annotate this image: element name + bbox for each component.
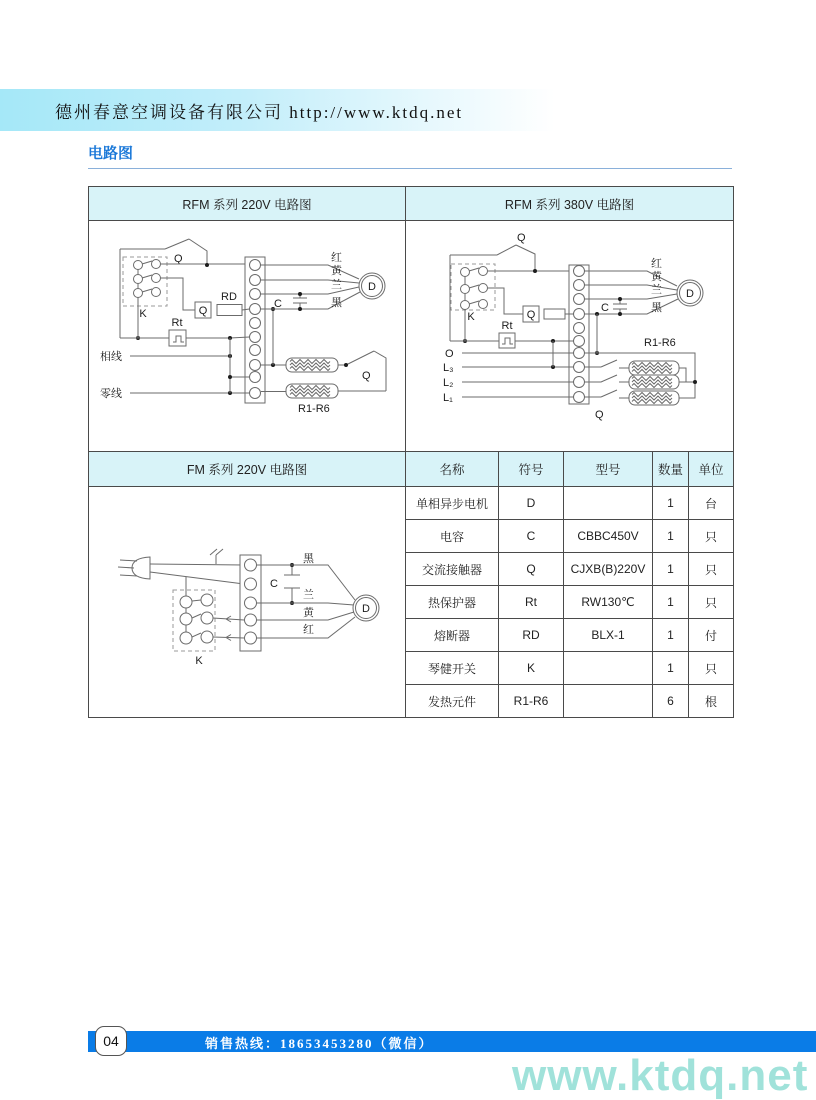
part-name: 琴健开关 [406,652,499,685]
panel-title-rfm380: RFM 系列 380V 电路图 [406,187,734,221]
wire-yellow-label: 黄 [302,607,314,619]
q-bottom-label: Q [594,409,604,421]
circuit-table [88,186,734,718]
input-o-label: O [444,348,454,360]
fm220-circuit-diagram [89,487,406,718]
part-model: BLX-1 [564,619,653,652]
part-unit: 只 [689,553,734,586]
part-unit: 台 [689,487,734,520]
col-header-unit: 单位 [689,452,734,487]
panel-title-fm220: FM 系列 220V 电路图 [89,452,406,487]
wire-black-label: 黑 [650,302,662,314]
q-box-label: Q [526,309,535,321]
part-symbol: RD [499,619,564,652]
fuse-box [544,309,565,319]
page-number-badge: 04 [95,1026,127,1056]
company-header-band [0,89,816,131]
ground-icon [210,549,223,564]
part-qty: 1 [653,586,689,619]
wire-yellow-label: 黄 [330,265,342,277]
part-symbol: Rt [499,586,564,619]
part-name: 发热元件 [406,685,499,718]
part-model [564,685,653,718]
k-label: K [466,311,475,323]
part-qty: 6 [653,685,689,718]
input-l3-label: L₃ [442,362,454,374]
heaters-label: R1-R6 [297,403,330,415]
col-header-symbol: 符号 [499,452,564,487]
q-top-label: Q [173,253,183,265]
part-model: CBBC450V [564,520,653,553]
part-name: 交流接触器 [406,553,499,586]
part-unit: 只 [689,586,734,619]
company-line: 德州春意空调设备有限公司 http://www.ktdq.net [55,102,464,122]
fm220-circuit-svg [90,487,405,714]
part-qty: 1 [653,553,689,586]
q-box-label: Q [198,305,207,317]
col-header-qty: 数量 [653,452,689,487]
thermal-protector-box [499,333,515,348]
rt-label: Rt [171,317,182,329]
motor-label: D [685,288,694,300]
part-model: RW130℃ [564,586,653,619]
part-name: 单相异步电机 [406,487,499,520]
part-symbol: D [499,487,564,520]
input-l1-label: L₁ [442,392,453,404]
panel-title-rfm220: RFM 系列 220V 电路图 [89,187,406,221]
thermal-protector-box [169,330,186,346]
part-qty: 1 [653,652,689,685]
part-name: 热保护器 [406,586,499,619]
part-name: 电容 [406,520,499,553]
capacitor-label: C [273,298,282,310]
part-name: 熔断器 [406,619,499,652]
wire-red-label: 红 [302,624,314,636]
sales-hotline: 销售热线：18653453280（微信） [205,1036,434,1051]
part-qty: 1 [653,520,689,553]
part-symbol: Q [499,553,564,586]
capacitor-label: C [269,578,278,590]
wire-blue-label: 兰 [650,284,662,296]
rfm380-circuit-diagram [406,221,734,452]
rt-label: Rt [501,320,513,332]
motor-label: D [361,603,370,615]
part-unit: 根 [689,685,734,718]
part-unit: 只 [689,520,734,553]
part-symbol: C [499,520,564,553]
col-header-model: 型号 [564,452,653,487]
part-model [564,487,653,520]
part-qty: 1 [653,619,689,652]
neutral-label: 零线 [99,388,122,400]
title-divider [88,168,732,169]
part-model [564,652,653,685]
wire-red-label: 红 [650,258,662,270]
fuse-box [217,305,242,316]
motor-label: D [367,281,376,293]
wire-black-label: 黑 [330,297,342,309]
wire-blue-label: 兰 [330,279,342,291]
phase-label: 相线 [99,351,122,363]
rfm380-circuit-svg [407,221,733,448]
wire-blue-label: 兰 [302,589,314,601]
input-l2-label: L₂ [442,377,453,389]
wire-red-label: 红 [330,252,342,264]
part-symbol: K [499,652,564,685]
part-symbol: R1-R6 [499,685,564,718]
wire-black-label: 黑 [302,553,314,565]
k-label: K [138,308,147,320]
part-unit: 只 [689,652,734,685]
rfm220-circuit-svg [90,221,405,448]
part-model: CJXB(B)220V [564,553,653,586]
q-top-label: Q [516,232,526,244]
site-watermark: www.ktdq.net [512,1051,809,1100]
heaters-label: R1-R6 [643,337,676,349]
footer-bar [88,1031,816,1052]
rd-label: RD [220,291,237,303]
rfm220-circuit-diagram [89,221,406,452]
k-label: K [194,655,203,667]
capacitor-label: C [600,302,609,314]
q-right-label: Q [361,370,371,382]
page-title: 电路图 [88,145,134,162]
part-unit: 付 [689,619,734,652]
col-header-name: 名称 [406,452,499,487]
wire-yellow-label: 黄 [650,271,662,283]
part-qty: 1 [653,487,689,520]
